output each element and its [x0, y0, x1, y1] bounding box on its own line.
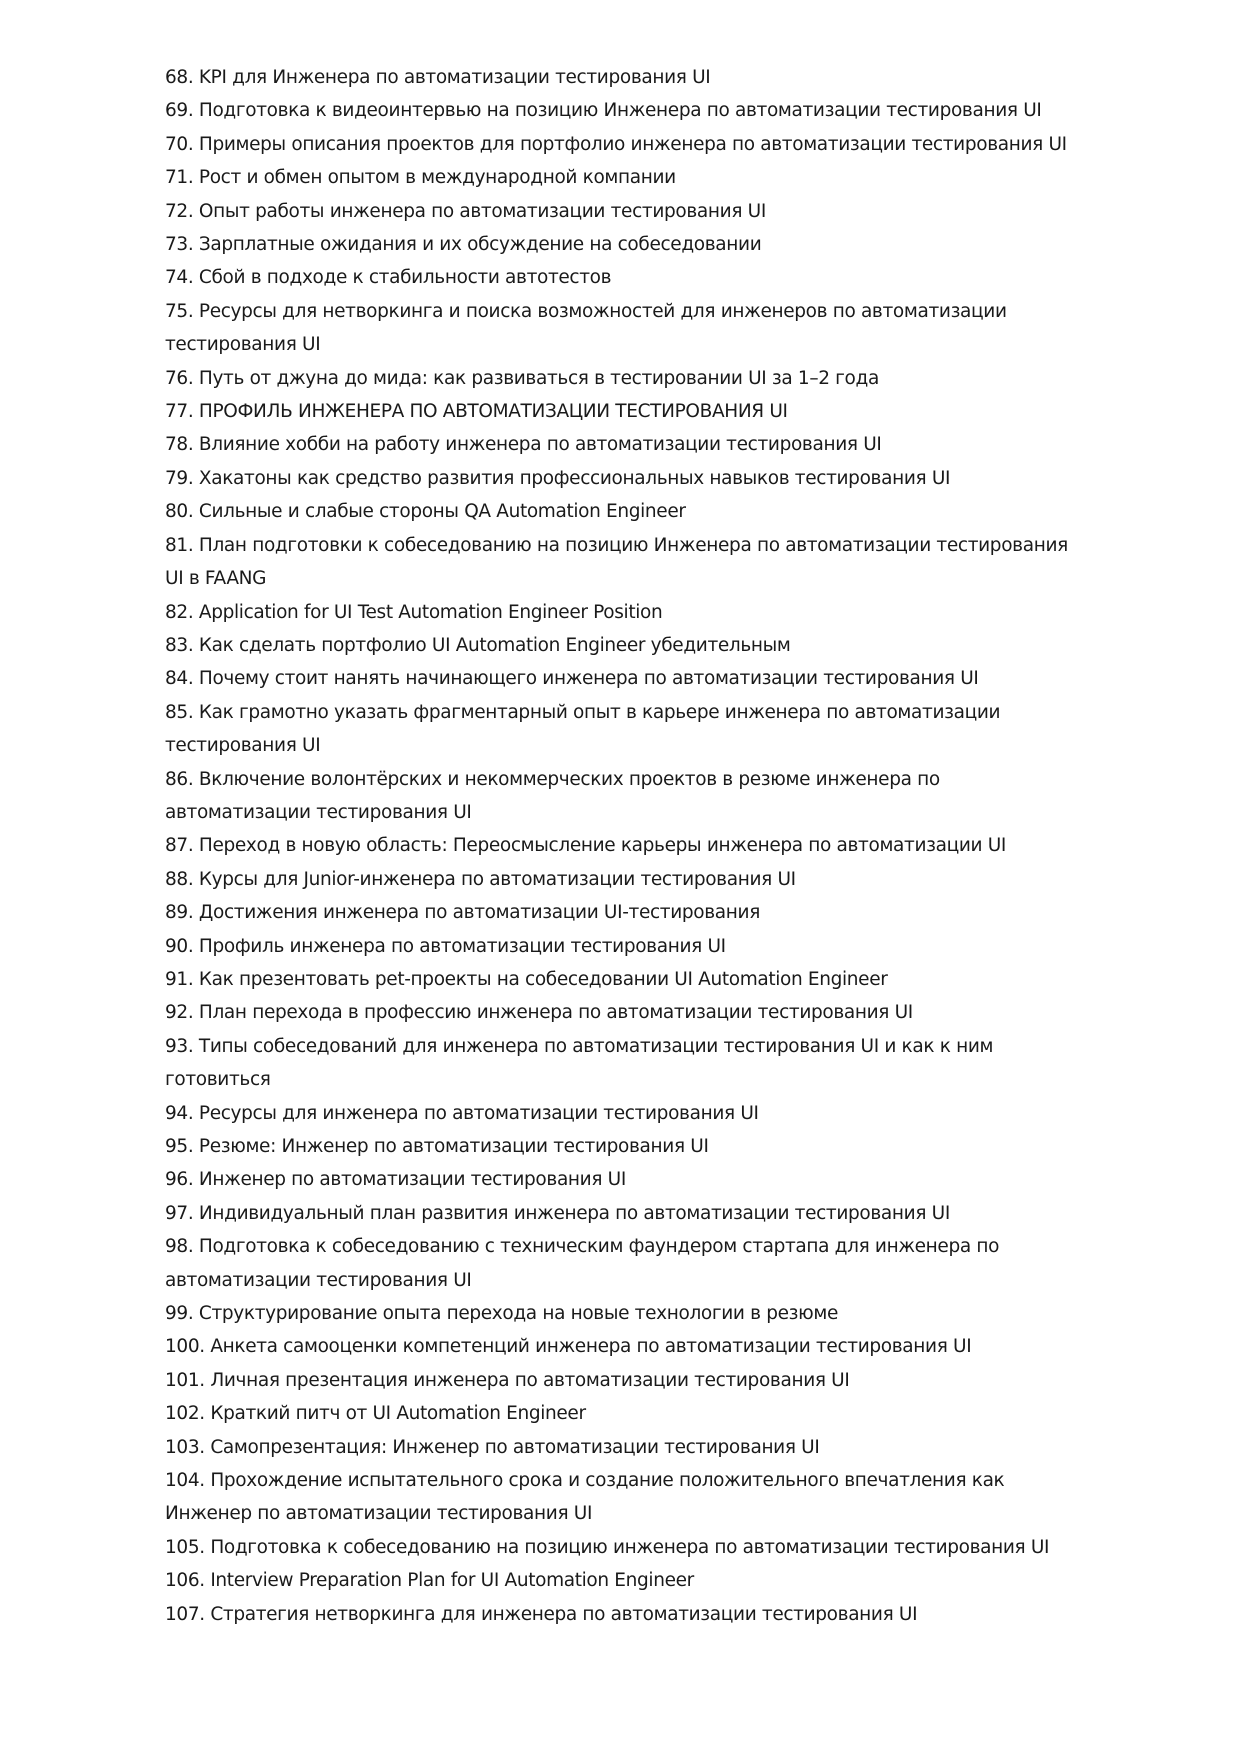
list-item: 98. Подготовка к собеседованию с техническим фаундером стартапа для инженера по автоматизации тестирования UI: [165, 1236, 1000, 1291]
list-item: 96. Инженер по автоматизации тестирования UI: [165, 1169, 626, 1191]
list-item: 97. Индивидуальный план развития инженера по автоматизации тестирования UI: [165, 1202, 950, 1224]
list-item: 107. Стратегия нетворкинга для инженера по автоматизации тестирования UI: [165, 1603, 918, 1625]
list-item: 73. Зарплатные ожидания и их обсуждение на собеседовании: [165, 234, 762, 256]
list-item: 100. Анкета самооценки компетенций инженера по автоматизации тестирования UI: [165, 1336, 972, 1358]
list-item: 86. Включение волонтёрских и некоммерческих проектов в резюме инженера по автоматизации тестирования UI: [165, 768, 940, 823]
list-item: 103. Самопрезентация: Инженер по автоматизации тестирования UI: [165, 1436, 820, 1458]
list-item: 68. KPI для Инженера по автоматизации тестирования UI: [165, 67, 711, 88]
list-item: 71. Рост и обмен опытом в международной компании: [165, 167, 676, 189]
list-item: 101. Личная презентация инженера по автоматизации тестирования UI: [165, 1369, 850, 1391]
list-item: 104. Прохождение испытательного срока и создание положительного впечатления как Инженер по автоматизации тестирования UI: [165, 1470, 1005, 1525]
list-item: 94. Ресурсы для инженера по автоматизации тестирования UI: [165, 1102, 759, 1124]
list-item: 88. Курсы для Junior-инженера по автоматизации тестирования UI: [165, 868, 796, 890]
list-item: 99. Структурирование опыта перехода на новые технологии в резюме: [165, 1303, 838, 1325]
list-item: 91. Как презентовать pet-проекты на собеседовании UI Automation Engineer: [165, 968, 888, 990]
list-item: 105. Подготовка к собеседованию на позицию инженера по автоматизации тестирования UI: [165, 1536, 1050, 1558]
list-item: 102. Краткий питч от UI Automation Engineer: [165, 1403, 586, 1425]
list-item: 89. Достижения инженера по автоматизации UI-тестирования: [165, 902, 760, 924]
list-item: 87. Переход в новую область: Переосмысление карьеры инженера по автоматизации UI: [165, 835, 1007, 857]
list-item: 85. Как грамотно указать фрагментарный опыт в карьере инженера по автоматизации тестирования UI: [165, 701, 1001, 757]
list-item: 81. План подготовки к собеседованию на позицию Инженера по автоматизации тестирования UI в FAANG: [165, 534, 1068, 590]
list-item: 80. Сильные и слабые стороны QA Automation Engineer: [165, 501, 686, 523]
list-item: 90. Профиль инженера по автоматизации тестирования UI: [165, 935, 726, 957]
list-item: 77. ПРОФИЛЬ ИНЖЕНЕРА ПО АВТОМАТИЗАЦИИ ТЕСТИРОВАНИЯ UI: [165, 401, 788, 423]
list-item: 74. Сбой в подходе к стабильности автотестов: [165, 267, 612, 289]
list-item: 106. Interview Preparation Plan for UI Automation Engineer: [165, 1570, 694, 1592]
list-item: 95. Резюме: Инженер по автоматизации тестирования UI: [165, 1136, 709, 1157]
list-item: 76. Путь от джуна до мида: как развиваться в тестировании UI за 1–2 года: [165, 367, 879, 389]
list-item: 84. Почему стоит нанять начинающего инженера по автоматизации тестирования UI: [165, 668, 979, 690]
list-item: 72. Опыт работы инженера по автоматизации тестирования UI: [165, 200, 766, 222]
list-item: 78. Влияние хобби на работу инженера по автоматизации тестирования UI: [165, 434, 882, 456]
list-item: 75. Ресурсы для нетворкинга и поиска возможностей для инженеров по автоматизации тестирования UI: [165, 300, 1007, 356]
list-item: 79. Хакатоны как средство развития профессиональных навыков тестирования UI: [165, 467, 951, 489]
list-item: 70. Примеры описания проектов для портфолио инженера по автоматизации тестирования UI: [165, 133, 1067, 155]
list-item: 83. Как сделать портфолио UI Automation Engineer убедительным: [165, 634, 791, 656]
list-item: 69. Подготовка к видеоинтервью на позицию Инженера по автоматизации тестирования UI: [165, 100, 1042, 122]
topic-list: [165, 61, 1075, 1631]
list-item: 92. План перехода в профессию инженера по автоматизации тестирования UI: [165, 1002, 913, 1024]
list-item: 82. Application for UI Test Automation Engineer Position: [165, 601, 663, 623]
list-item: 93. Типы собеседований для инженера по автоматизации тестирования UI и как к ним готовиться: [165, 1035, 994, 1091]
document-page: [165, 61, 1075, 1631]
